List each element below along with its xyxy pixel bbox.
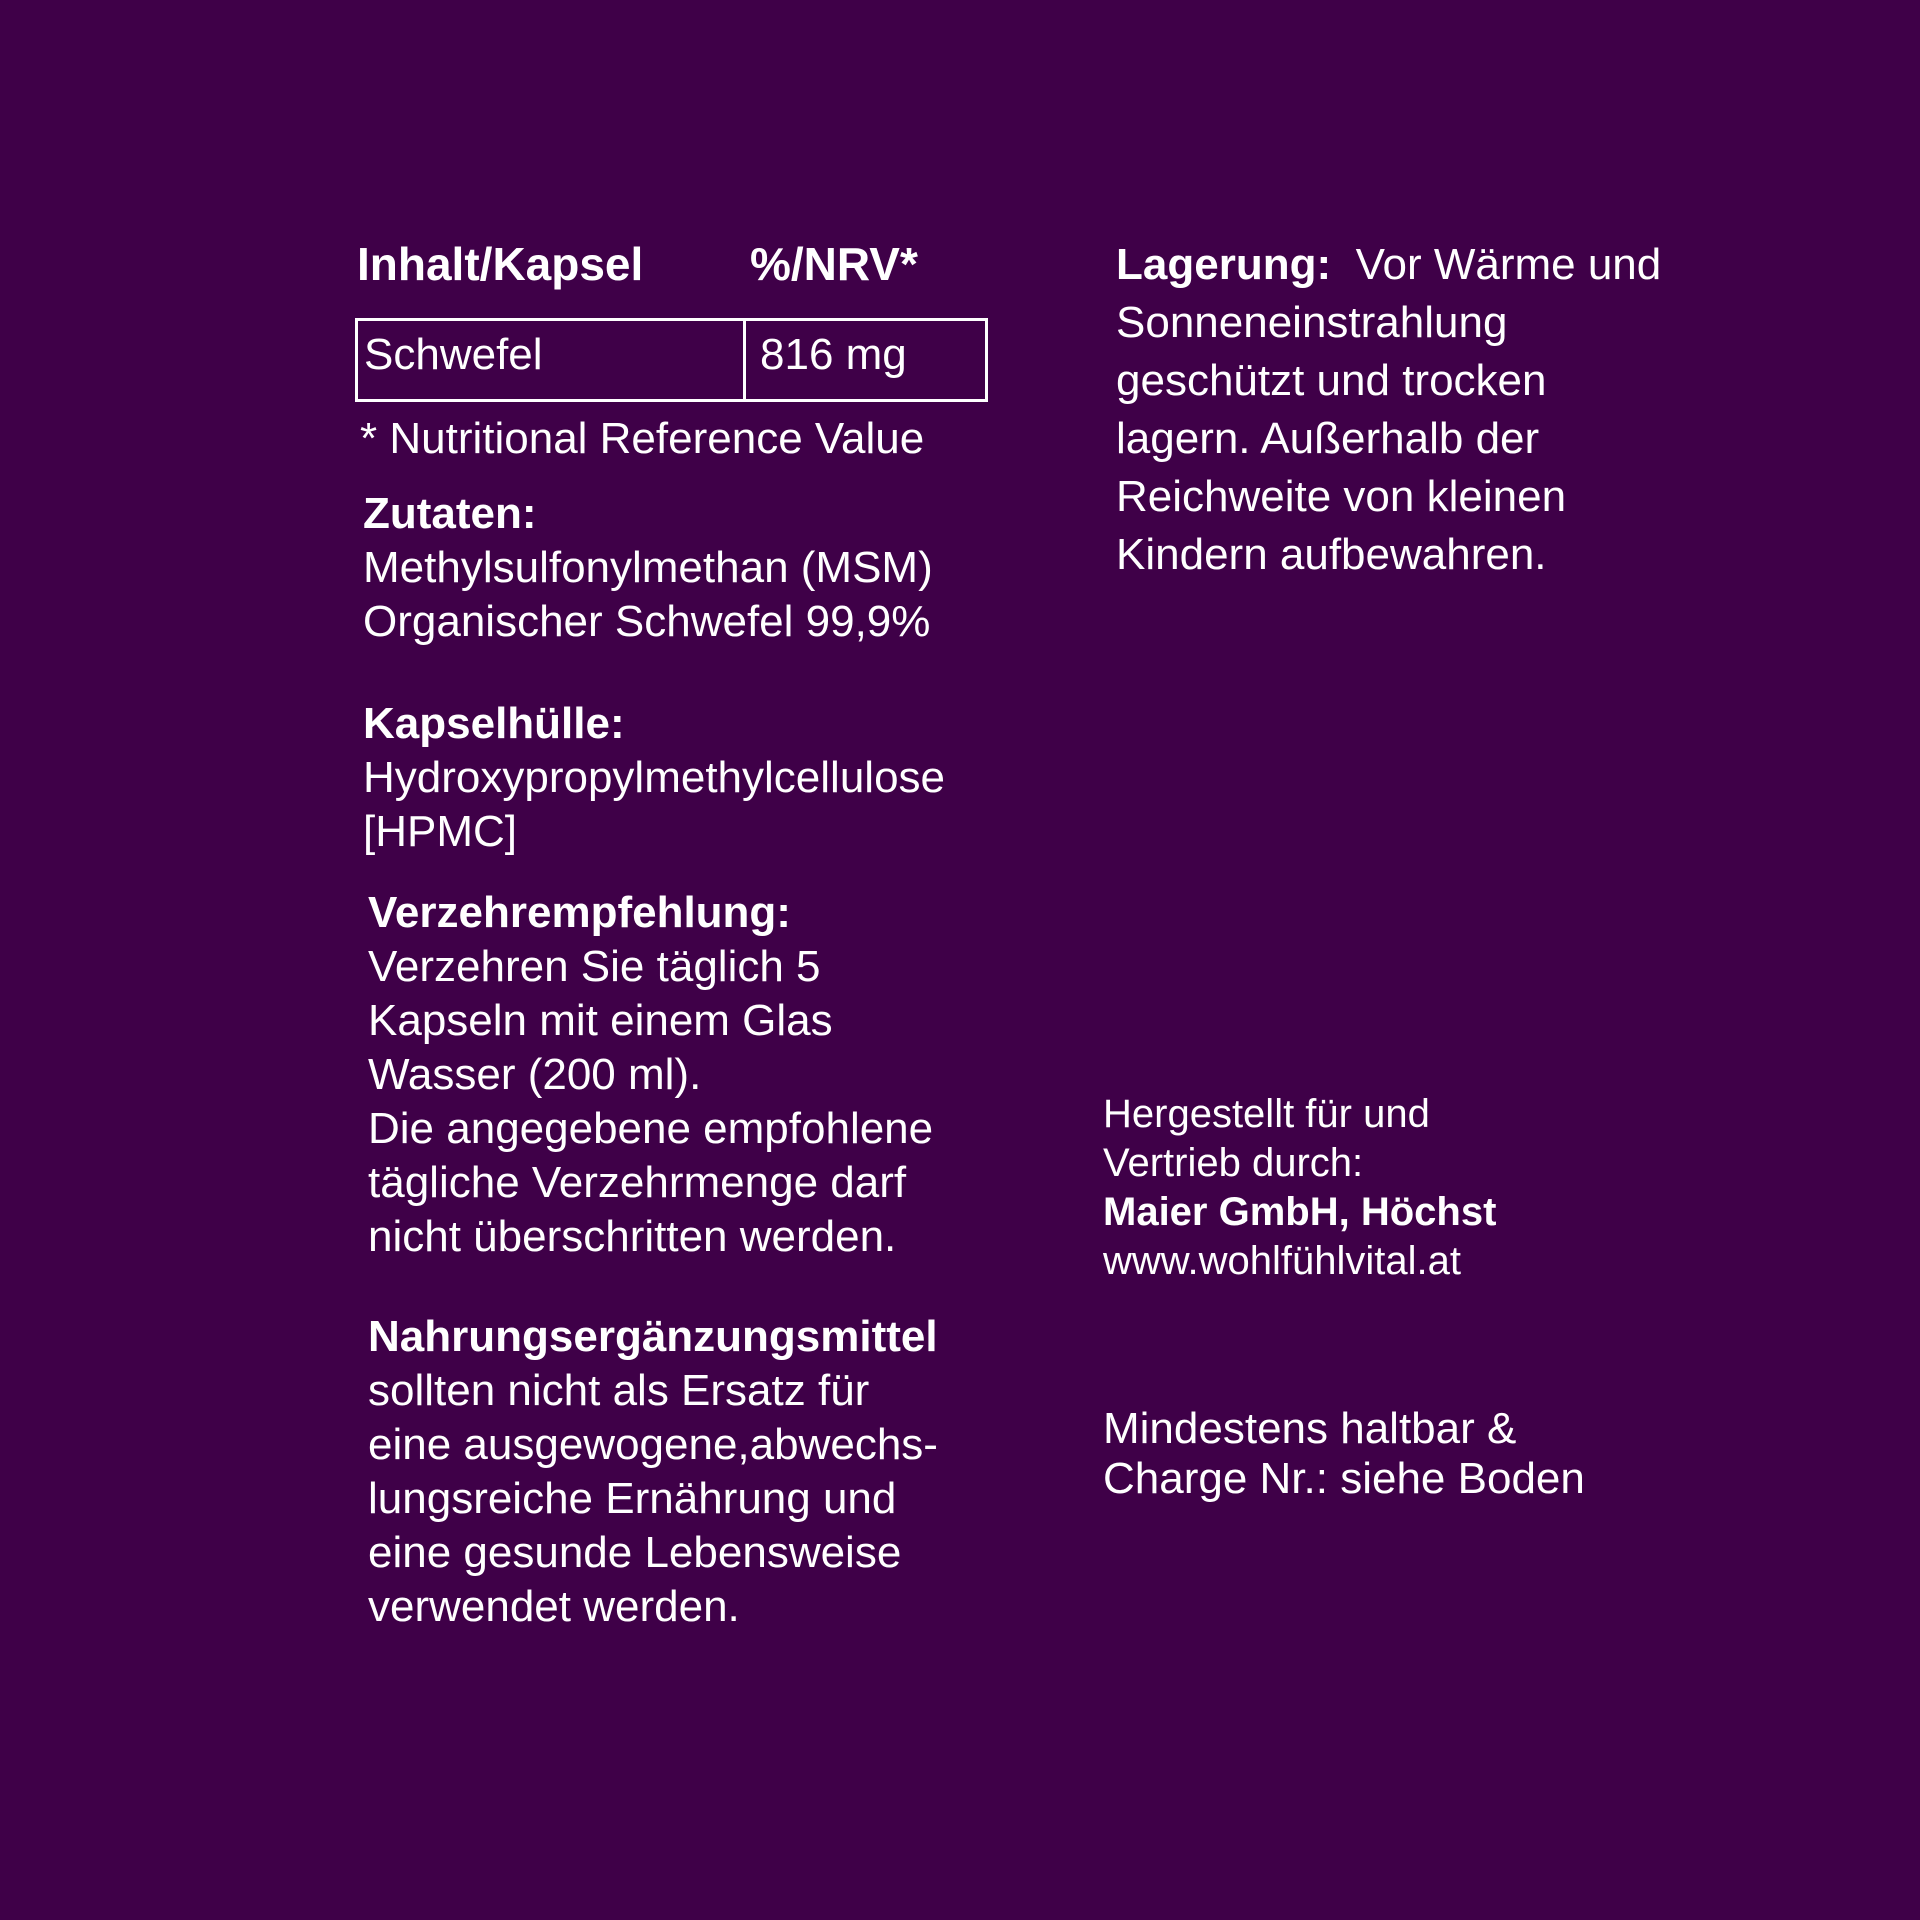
dosage-line: Die angegebene empfohlene (368, 1104, 934, 1153)
supplement-notice-title: Nahrungsergänzungsmittel (368, 1312, 938, 1361)
ingredients-line: Methylsulfonylmethan (MSM) (363, 543, 933, 592)
dosage-line: Wasser (200 ml). (368, 1050, 702, 1099)
storage-line: Kindern aufbewahren. (1116, 530, 1547, 579)
dosage-line: Verzehren Sie täglich 5 (368, 942, 821, 991)
dosage-line: tägliche Verzehrmenge darf (368, 1158, 907, 1207)
manufacturer-line: Hergestellt für und (1103, 1092, 1430, 1136)
nutrition-table (355, 318, 988, 402)
nutrition-footnote: * Nutritional Reference Value (360, 414, 925, 463)
best-before-section (1103, 1404, 1585, 1504)
supplement-notice-line: lungsreiche Ernährung und (368, 1474, 897, 1523)
best-before-line: Mindestens haltbar & (1103, 1404, 1517, 1453)
supplement-notice-line: sollten nicht als Ersatz für (368, 1366, 870, 1415)
manufacturer-company: Maier GmbH, Höchst (1103, 1190, 1497, 1234)
capsule-shell-section (363, 697, 945, 859)
dosage-line: Kapseln mit einem Glas (368, 996, 833, 1045)
batch-line: Charge Nr.: siehe Boden (1103, 1454, 1585, 1503)
capsule-shell-title: Kapselhülle: (363, 699, 625, 748)
supplement-notice-section (368, 1310, 938, 1634)
storage-first-line (1116, 236, 1661, 294)
ingredients-section (363, 487, 933, 649)
manufacturer-section (1103, 1090, 1496, 1286)
storage-first-text: Vor Wärme und (1355, 240, 1662, 289)
ingredients-title: Zutaten: (363, 489, 537, 538)
storage-line: Reichweite von kleinen (1116, 472, 1567, 521)
nutrition-row-name: Schwefel (358, 321, 746, 399)
nutrition-row-value: 816 mg (760, 330, 907, 379)
manufacturer-website: www.wohlfühlvital.at (1103, 1239, 1461, 1283)
storage-title: Lagerung: (1116, 240, 1332, 289)
storage-line: geschützt und trocken (1116, 356, 1547, 405)
supplement-notice-line: eine gesunde Lebensweise (368, 1528, 902, 1577)
capsule-shell-line: [HPMC] (363, 807, 517, 856)
dosage-title: Verzehrempfehlung: (368, 888, 791, 937)
dosage-section (368, 886, 933, 1264)
capsule-shell-line: Hydroxypropylmethylcellulose (363, 753, 946, 802)
nutrition-header-nrv: %/NRV* (750, 238, 918, 290)
supplement-notice-line: eine ausgewogene,abwechs- (368, 1420, 938, 1469)
nutrition-header-content: Inhalt/Kapsel (357, 238, 644, 290)
manufacturer-line: Vertrieb durch: (1103, 1141, 1364, 1185)
dosage-line: nicht überschritten werden. (368, 1212, 897, 1261)
storage-section (1116, 236, 1661, 584)
supplement-notice-line: verwendet werden. (368, 1582, 740, 1631)
storage-line: Sonneneinstrahlung (1116, 298, 1508, 347)
ingredients-line: Organischer Schwefel 99,9% (363, 597, 931, 646)
storage-line: lagern. Außerhalb der (1116, 414, 1540, 463)
